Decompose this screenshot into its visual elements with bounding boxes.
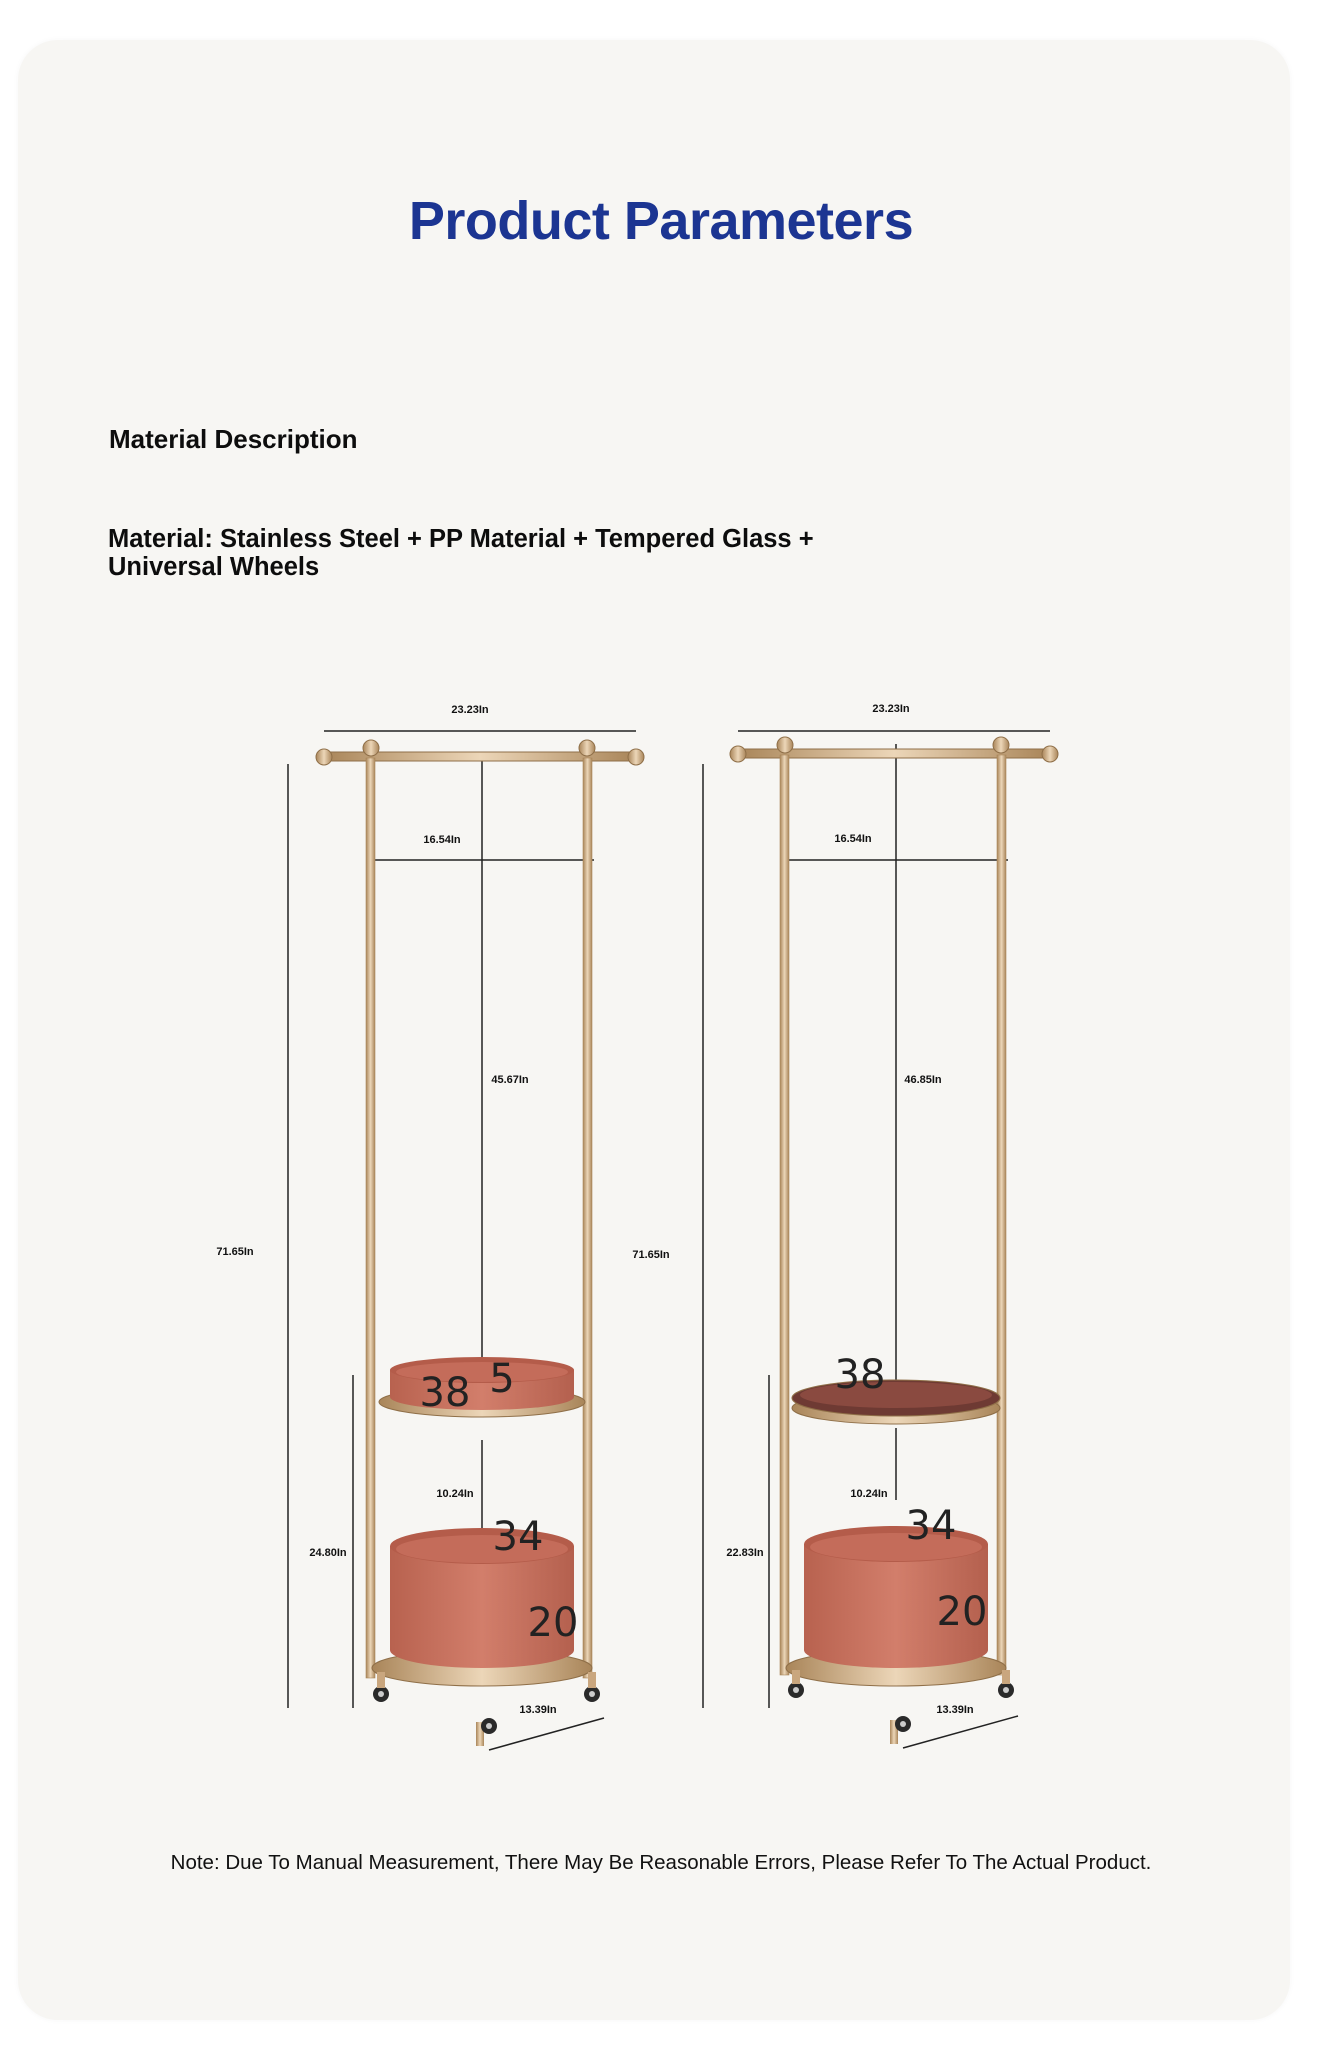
- right-bottom-diameter-label: 34: [905, 1503, 957, 1549]
- right-total-height-label: 71.65In: [632, 1249, 670, 1261]
- left-shelf-gap-label: 10.24In: [436, 1488, 474, 1500]
- left-upper-planter: [379, 1357, 585, 1417]
- left-bottom-diameter-label: 34: [492, 1514, 544, 1560]
- right-lower-height-label: 22.83In: [726, 1547, 764, 1559]
- left-base-depth-label: 13.39In: [519, 1704, 557, 1716]
- right-glass-shelf: [792, 1380, 1000, 1424]
- left-top-depth-label: 5: [489, 1356, 515, 1402]
- left-upper-height-label: 45.67In: [491, 1074, 529, 1086]
- right-base-depth-label: 13.39In: [936, 1704, 974, 1716]
- left-top-diameter-label: 38: [419, 1370, 471, 1416]
- left-inner-width-label: 16.54In: [423, 834, 461, 846]
- right-inner-width-label: 16.54In: [834, 833, 872, 845]
- left-lower-height-label: 24.80In: [309, 1547, 347, 1559]
- right-top-diameter-label: 38: [834, 1352, 886, 1398]
- material-description: Material: Stainless Steel + PP Material + Tempered Glass + Universal Wheels: [108, 525, 814, 581]
- right-bottom-height-label: 20: [936, 1589, 988, 1635]
- page-title: Product Parameters: [408, 191, 914, 251]
- measurement-note: Note: Due To Manual Measurement, There May Be Reasonable Errors, Please Refer To The Actual Product.: [170, 1851, 1152, 1874]
- left-bottom-height-label: 20: [527, 1600, 579, 1646]
- right-product: [632, 703, 1058, 1748]
- right-shelf-gap-label: 10.24In: [850, 1488, 888, 1500]
- right-top-width-label: 23.23In: [872, 703, 910, 715]
- left-product: [216, 704, 644, 1750]
- left-total-height-label: 71.65In: [216, 1246, 254, 1258]
- right-upper-height-label: 46.85In: [904, 1074, 942, 1086]
- left-top-width-label: 23.23In: [451, 704, 489, 716]
- section-heading: Material Description: [109, 424, 358, 454]
